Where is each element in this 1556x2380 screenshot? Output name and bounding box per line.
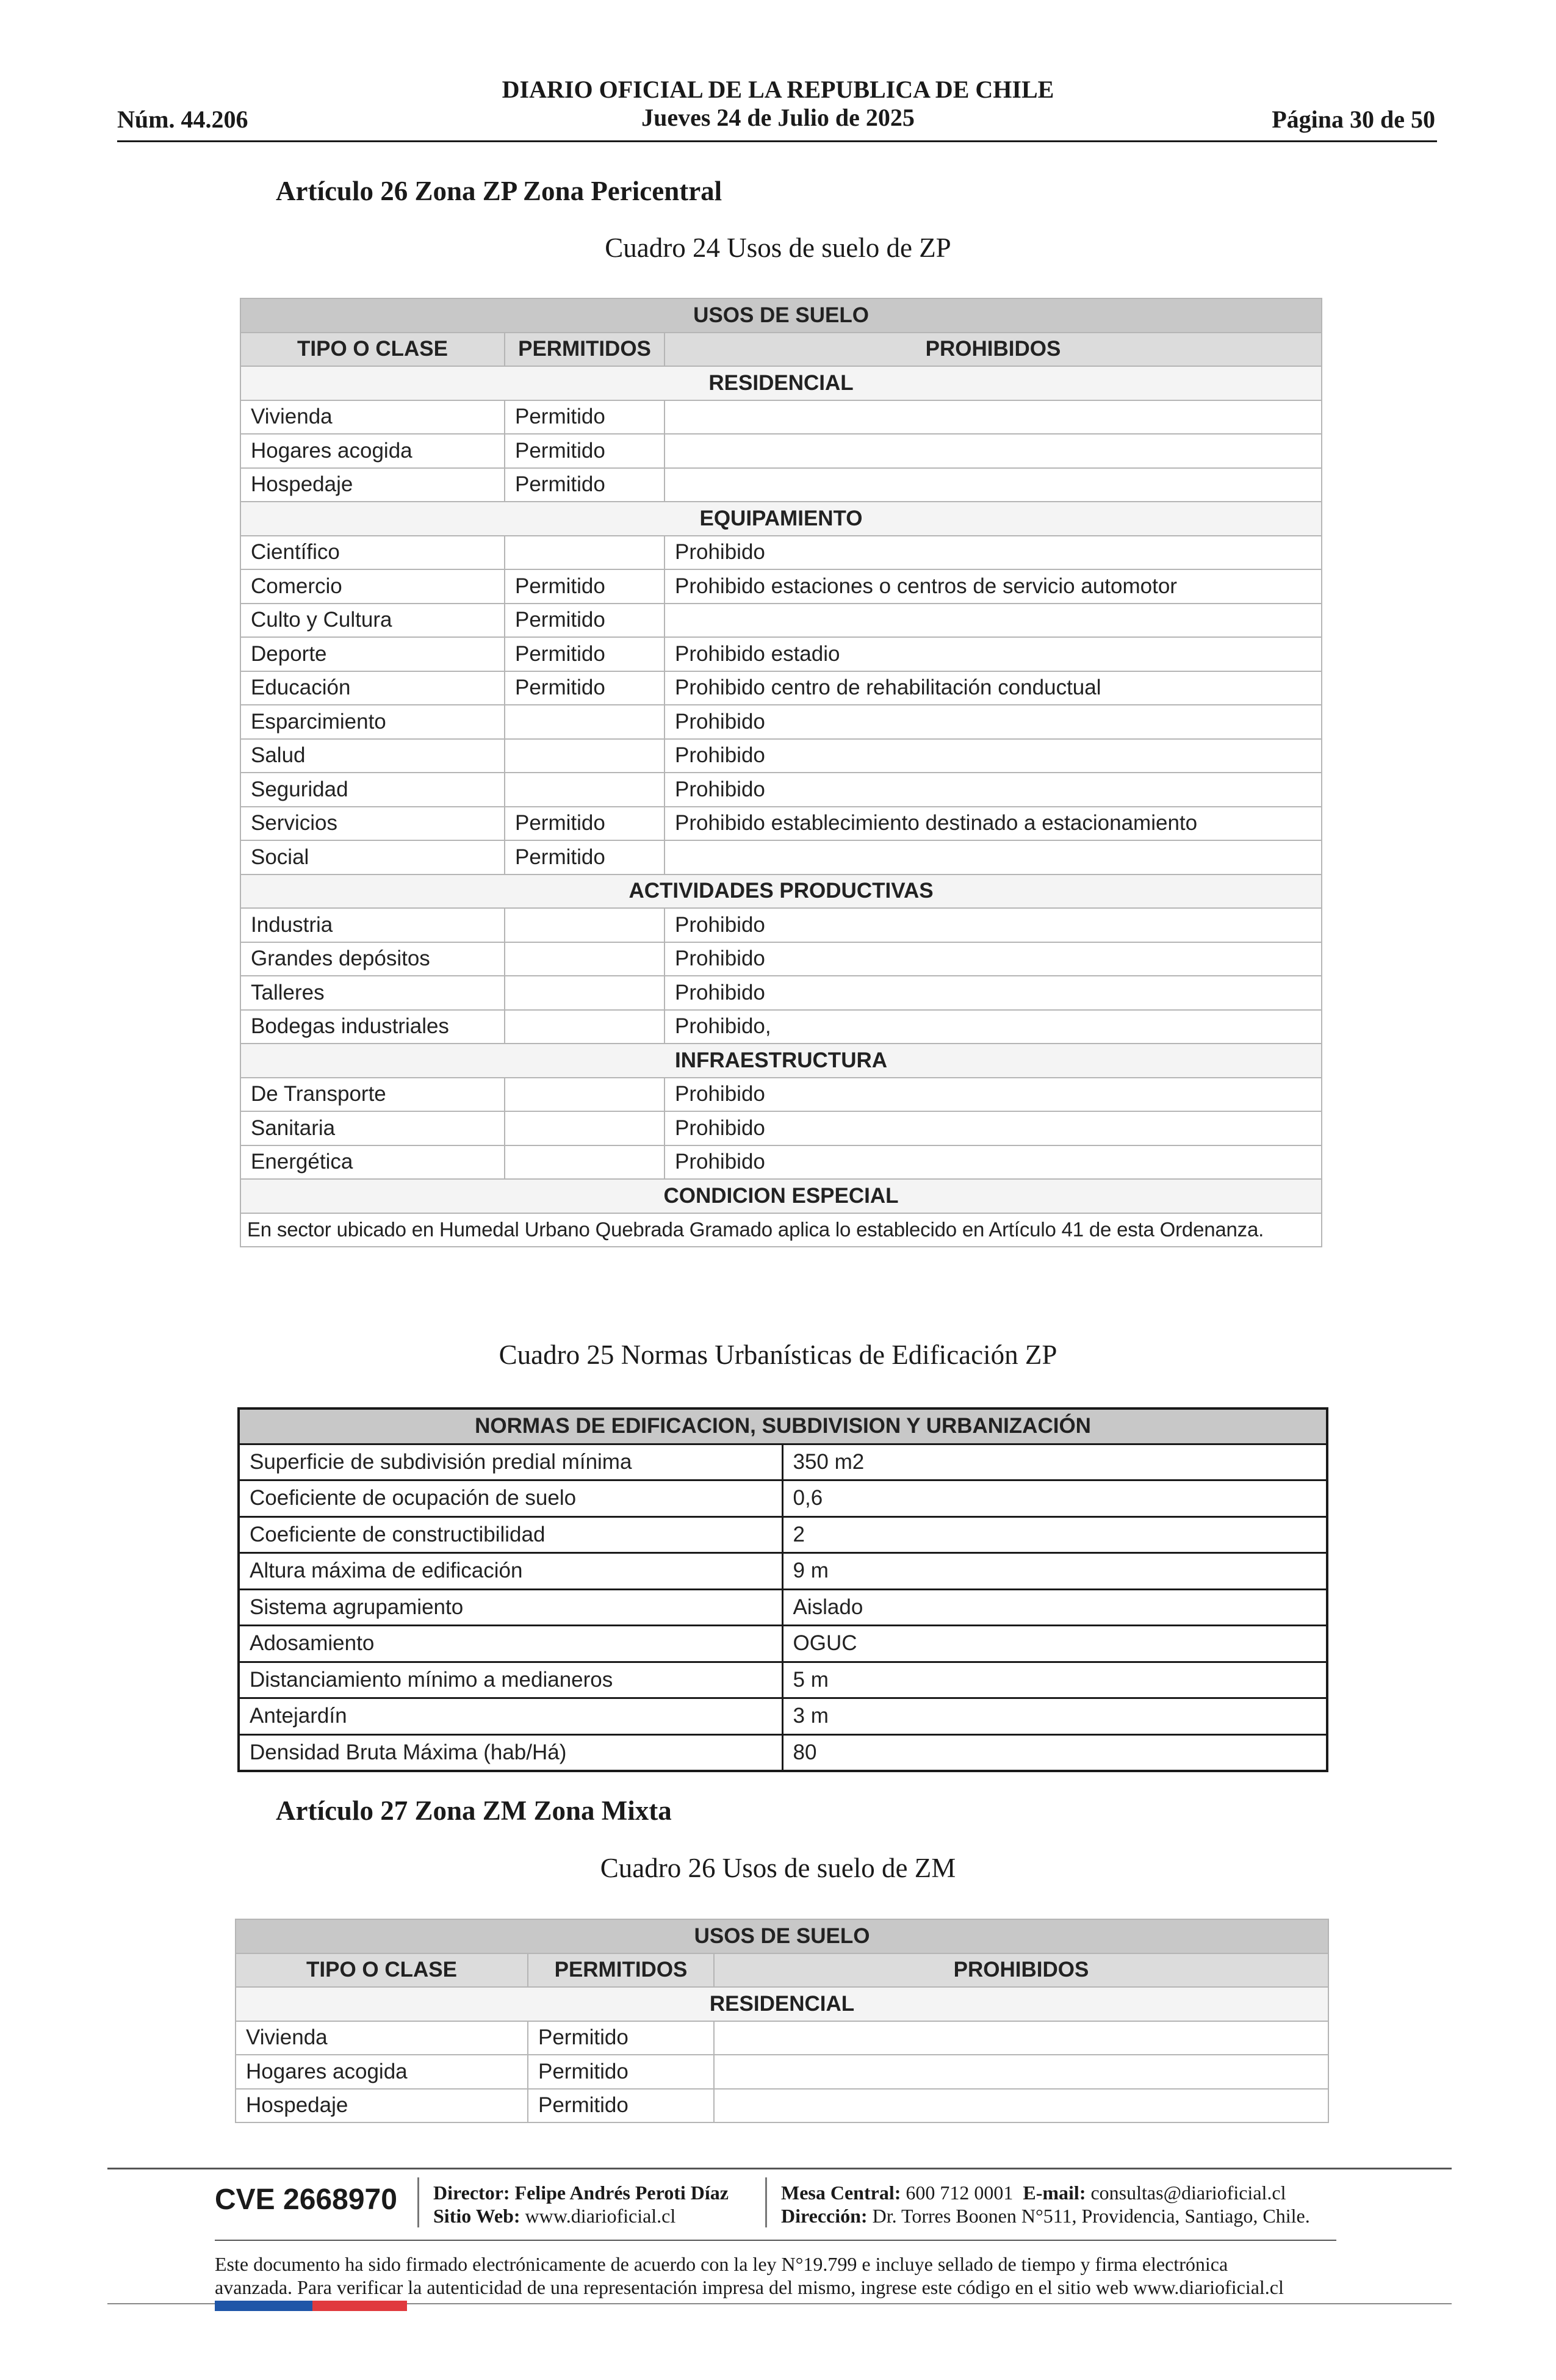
- permitted-cell: Permitido: [505, 468, 665, 502]
- page-number: Página 30 de 50: [1272, 106, 1435, 133]
- email-label: E-mail:: [1023, 2182, 1086, 2204]
- use-type-cell: Científico: [240, 536, 505, 570]
- use-type-cell: Hogares acogida: [240, 434, 505, 468]
- land-use-table-zp: [240, 298, 1322, 1247]
- table-heading-row: [240, 298, 1322, 333]
- email-link[interactable]: consultas@diarioficial.cl: [1090, 2182, 1286, 2204]
- article-26-title: Artículo 26 Zona ZP Zona Pericentral: [276, 176, 722, 206]
- table-row: [240, 705, 1322, 739]
- prohibited-cell: Prohibido: [665, 1145, 1322, 1180]
- table-row: [236, 2055, 1328, 2089]
- prohibited-cell: Prohibido: [665, 908, 1322, 942]
- prohibited-cell: [665, 604, 1322, 638]
- footer-divider: [765, 2177, 767, 2227]
- use-type-cell: Energética: [240, 1145, 505, 1180]
- building-norms-table-zp: [237, 1407, 1328, 1772]
- special-condition-header: CONDICION ESPECIAL: [240, 1179, 1322, 1213]
- permitted-cell: Permitido: [505, 400, 665, 435]
- prohibited-cell: [714, 2021, 1328, 2055]
- table-row: [240, 1010, 1322, 1044]
- table-row: [240, 671, 1322, 705]
- prohibited-cell: Prohibido: [665, 976, 1322, 1010]
- table-row: [240, 976, 1322, 1010]
- column-header-row: [236, 1953, 1328, 1988]
- table-row: [239, 1516, 1327, 1553]
- prohibited-cell: [665, 434, 1322, 468]
- use-type-cell: Social: [240, 840, 505, 874]
- newspaper-title: DIARIO OFICIAL DE LA REPUBLICA DE CHILE: [502, 76, 1054, 103]
- special-condition-header-row: [240, 1179, 1322, 1213]
- use-type-cell: Educación: [240, 671, 505, 705]
- footer-top-rule: [107, 2168, 1452, 2169]
- issue-date: Jueves 24 de Julio de 2025: [641, 104, 915, 131]
- norm-value-cell: 0,6: [782, 1480, 1327, 1517]
- section-header-row: [236, 1987, 1328, 2021]
- use-type-cell: Culto y Cultura: [240, 604, 505, 638]
- prohibited-cell: Prohibido: [665, 1111, 1322, 1145]
- permitted-cell: Permitido: [528, 2021, 714, 2055]
- use-type-cell: Salud: [240, 739, 505, 773]
- permitted-cell: Permitido: [505, 637, 665, 671]
- table-row: [239, 1734, 1327, 1771]
- permitted-cell: [505, 739, 665, 773]
- address-text: Dr. Torres Boonen N°511, Providencia, Santiago, Chile.: [872, 2205, 1310, 2227]
- table-25-caption: Cuadro 25 Normas Urbanísticas de Edificación ZP: [499, 1340, 1057, 1370]
- prohibited-cell: Prohibido estadio: [665, 637, 1322, 671]
- phone-number: 600 712 0001: [906, 2182, 1014, 2204]
- table-row: [239, 1444, 1327, 1480]
- permitted-cell: [505, 1111, 665, 1145]
- use-type-cell: Grandes depósitos: [240, 942, 505, 976]
- table-heading: USOS DE SUELO: [240, 298, 1322, 333]
- section-header-row: [240, 366, 1322, 400]
- norm-value-cell: OGUC: [782, 1626, 1327, 1662]
- website-link[interactable]: www.diarioficial.cl: [525, 2205, 676, 2227]
- norm-name-cell: Antejardín: [239, 1698, 782, 1735]
- use-type-cell: Vivienda: [236, 2021, 528, 2055]
- footer-contact-block: [781, 2181, 1310, 2227]
- permitted-cell: [505, 773, 665, 807]
- prohibited-cell: Prohibido establecimiento destinado a estacionamiento: [665, 807, 1322, 841]
- table-row: [239, 1589, 1327, 1626]
- permitted-cell: [505, 536, 665, 570]
- section-header-row: [240, 874, 1322, 909]
- use-type-cell: Hospedaje: [236, 2089, 528, 2123]
- phone-label: Mesa Central:: [781, 2182, 901, 2204]
- prohibited-cell: Prohibido: [665, 1078, 1322, 1112]
- prohibited-cell: Prohibido estaciones o centros de servicio automotor: [665, 569, 1322, 604]
- director-name: Felipe Andrés Peroti Díaz: [514, 2182, 729, 2204]
- prohibited-cell: Prohibido: [665, 773, 1322, 807]
- table-row: [240, 434, 1322, 468]
- section-header: RESIDENCIAL: [236, 1987, 1328, 2021]
- section-header: RESIDENCIAL: [240, 366, 1322, 400]
- prohibited-cell: [714, 2089, 1328, 2123]
- norm-value-cell: 3 m: [782, 1698, 1327, 1735]
- permitted-cell: Permitido: [528, 2089, 714, 2123]
- table-row: [240, 1078, 1322, 1112]
- section-header-row: [240, 1044, 1322, 1078]
- table-row: [240, 942, 1322, 976]
- table-row: [239, 1662, 1327, 1698]
- section-header: ACTIVIDADES PRODUCTIVAS: [240, 874, 1322, 909]
- section-header: INFRAESTRUCTURA: [240, 1044, 1322, 1078]
- prohibited-cell: Prohibido: [665, 739, 1322, 773]
- table-heading-row: [236, 1919, 1328, 1953]
- column-header: PERMITIDOS: [528, 1953, 714, 1988]
- legal-line-2: avanzada. Para verificar la autenticidad de una representación impresa del mismo, ingrese este código en el sitio web www.diarioficial.cl: [215, 2276, 1284, 2298]
- flag-stripe-blue: [215, 2301, 312, 2311]
- table-26-caption: Cuadro 26 Usos de suelo de ZM: [600, 1853, 956, 1883]
- special-condition-row: [240, 1213, 1322, 1247]
- table-row: [240, 604, 1322, 638]
- director-label: Director:: [433, 2182, 510, 2204]
- norm-name-cell: Altura máxima de edificación: [239, 1553, 782, 1590]
- permitted-cell: Permitido: [528, 2055, 714, 2089]
- prohibited-cell: Prohibido: [665, 705, 1322, 739]
- column-header: PROHIBIDOS: [665, 333, 1322, 367]
- table-row: [240, 739, 1322, 773]
- prohibited-cell: [665, 468, 1322, 502]
- prohibited-cell: Prohibido,: [665, 1010, 1322, 1044]
- table-row: [240, 773, 1322, 807]
- table-row: [239, 1480, 1327, 1517]
- permitted-cell: Permitido: [505, 434, 665, 468]
- address-label: Dirección:: [781, 2205, 868, 2227]
- table-heading: USOS DE SUELO: [236, 1919, 1328, 1953]
- prohibited-cell: Prohibido centro de rehabilitación conductual: [665, 671, 1322, 705]
- use-type-cell: De Transporte: [240, 1078, 505, 1112]
- use-type-cell: Servicios: [240, 807, 505, 841]
- prohibited-cell: Prohibido: [665, 942, 1322, 976]
- table-row: [239, 1698, 1327, 1735]
- norm-name-cell: Distanciamiento mínimo a medianeros: [239, 1662, 782, 1698]
- table-heading-row: [239, 1408, 1327, 1444]
- permitted-cell: [505, 1010, 665, 1044]
- column-header-row: [240, 333, 1322, 367]
- table-row: [239, 1626, 1327, 1662]
- permitted-cell: [505, 908, 665, 942]
- norm-name-cell: Sistema agrupamiento: [239, 1589, 782, 1626]
- special-condition-text: En sector ubicado en Humedal Urbano Quebrada Gramado aplica lo establecido en Artículo 41 de esta Ordenanza.: [240, 1213, 1322, 1247]
- use-type-cell: Talleres: [240, 976, 505, 1010]
- permitted-cell: [505, 942, 665, 976]
- article-27-title: Artículo 27 Zona ZM Zona Mixta: [276, 1795, 672, 1826]
- use-type-cell: Comercio: [240, 569, 505, 604]
- footer-mid-rule: [215, 2240, 1336, 2241]
- flag-stripe-red: [312, 2301, 407, 2311]
- norm-value-cell: 350 m2: [782, 1444, 1327, 1480]
- column-header: PERMITIDOS: [505, 333, 665, 367]
- use-type-cell: Seguridad: [240, 773, 505, 807]
- use-type-cell: Hogares acogida: [236, 2055, 528, 2089]
- column-header: PROHIBIDOS: [714, 1953, 1328, 1988]
- prohibited-cell: [665, 400, 1322, 435]
- website-label: Sitio Web:: [433, 2205, 520, 2227]
- table-24-caption: Cuadro 24 Usos de suelo de ZP: [605, 233, 951, 263]
- footer-divider: [417, 2177, 419, 2227]
- permitted-cell: Permitido: [505, 840, 665, 874]
- norm-value-cell: 80: [782, 1734, 1327, 1771]
- permitted-cell: [505, 1078, 665, 1112]
- norm-name-cell: Coeficiente de ocupación de suelo: [239, 1480, 782, 1517]
- permitted-cell: Permitido: [505, 569, 665, 604]
- table-row: [240, 400, 1322, 435]
- norm-value-cell: 9 m: [782, 1553, 1327, 1590]
- permitted-cell: Permitido: [505, 671, 665, 705]
- use-type-cell: Industria: [240, 908, 505, 942]
- permitted-cell: Permitido: [505, 807, 665, 841]
- table-row: [240, 908, 1322, 942]
- use-type-cell: Sanitaria: [240, 1111, 505, 1145]
- issue-number: Núm. 44.206: [117, 106, 248, 133]
- table-heading: NORMAS DE EDIFICACION, SUBDIVISION Y URBANIZACIÓN: [239, 1408, 1327, 1444]
- table-row: [239, 1553, 1327, 1590]
- norm-value-cell: Aislado: [782, 1589, 1327, 1626]
- land-use-table-zm: [235, 1919, 1329, 2123]
- table-row: [236, 2021, 1328, 2055]
- table-row: [240, 468, 1322, 502]
- table-row: [236, 2089, 1328, 2123]
- column-header: TIPO O CLASE: [240, 333, 505, 367]
- header-rule: [117, 140, 1437, 142]
- column-header: TIPO O CLASE: [236, 1953, 528, 1988]
- norm-name-cell: Superficie de subdivisión predial mínima: [239, 1444, 782, 1480]
- use-type-cell: Bodegas industriales: [240, 1010, 505, 1044]
- prohibited-cell: Prohibido: [665, 536, 1322, 570]
- use-type-cell: Deporte: [240, 637, 505, 671]
- norm-name-cell: Adosamiento: [239, 1626, 782, 1662]
- table-row: [240, 637, 1322, 671]
- table-row: [240, 1145, 1322, 1180]
- permitted-cell: [505, 1145, 665, 1180]
- footer-director-block: [433, 2181, 729, 2227]
- table-row: [240, 807, 1322, 841]
- use-type-cell: Esparcimiento: [240, 705, 505, 739]
- norm-name-cell: Coeficiente de constructibilidad: [239, 1516, 782, 1553]
- table-row: [240, 536, 1322, 570]
- section-header: EQUIPAMIENTO: [240, 502, 1322, 536]
- norm-name-cell: Densidad Bruta Máxima (hab/Há): [239, 1734, 782, 1771]
- permitted-cell: Permitido: [505, 604, 665, 638]
- permitted-cell: [505, 976, 665, 1010]
- permitted-cell: [505, 705, 665, 739]
- cve-code: CVE 2668970: [215, 2183, 397, 2216]
- norm-value-cell: 2: [782, 1516, 1327, 1553]
- norm-value-cell: 5 m: [782, 1662, 1327, 1698]
- use-type-cell: Vivienda: [240, 400, 505, 435]
- section-header-row: [240, 502, 1322, 536]
- table-row: [240, 1111, 1322, 1145]
- legal-line-1: Este documento ha sido firmado electrónicamente de acuerdo con la ley N°19.799 e incluye sellado de tiempo y firma electrónica: [215, 2253, 1228, 2275]
- prohibited-cell: [665, 840, 1322, 874]
- table-row: [240, 569, 1322, 604]
- use-type-cell: Hospedaje: [240, 468, 505, 502]
- legal-notice: [215, 2252, 1374, 2299]
- prohibited-cell: [714, 2055, 1328, 2089]
- table-row: [240, 840, 1322, 874]
